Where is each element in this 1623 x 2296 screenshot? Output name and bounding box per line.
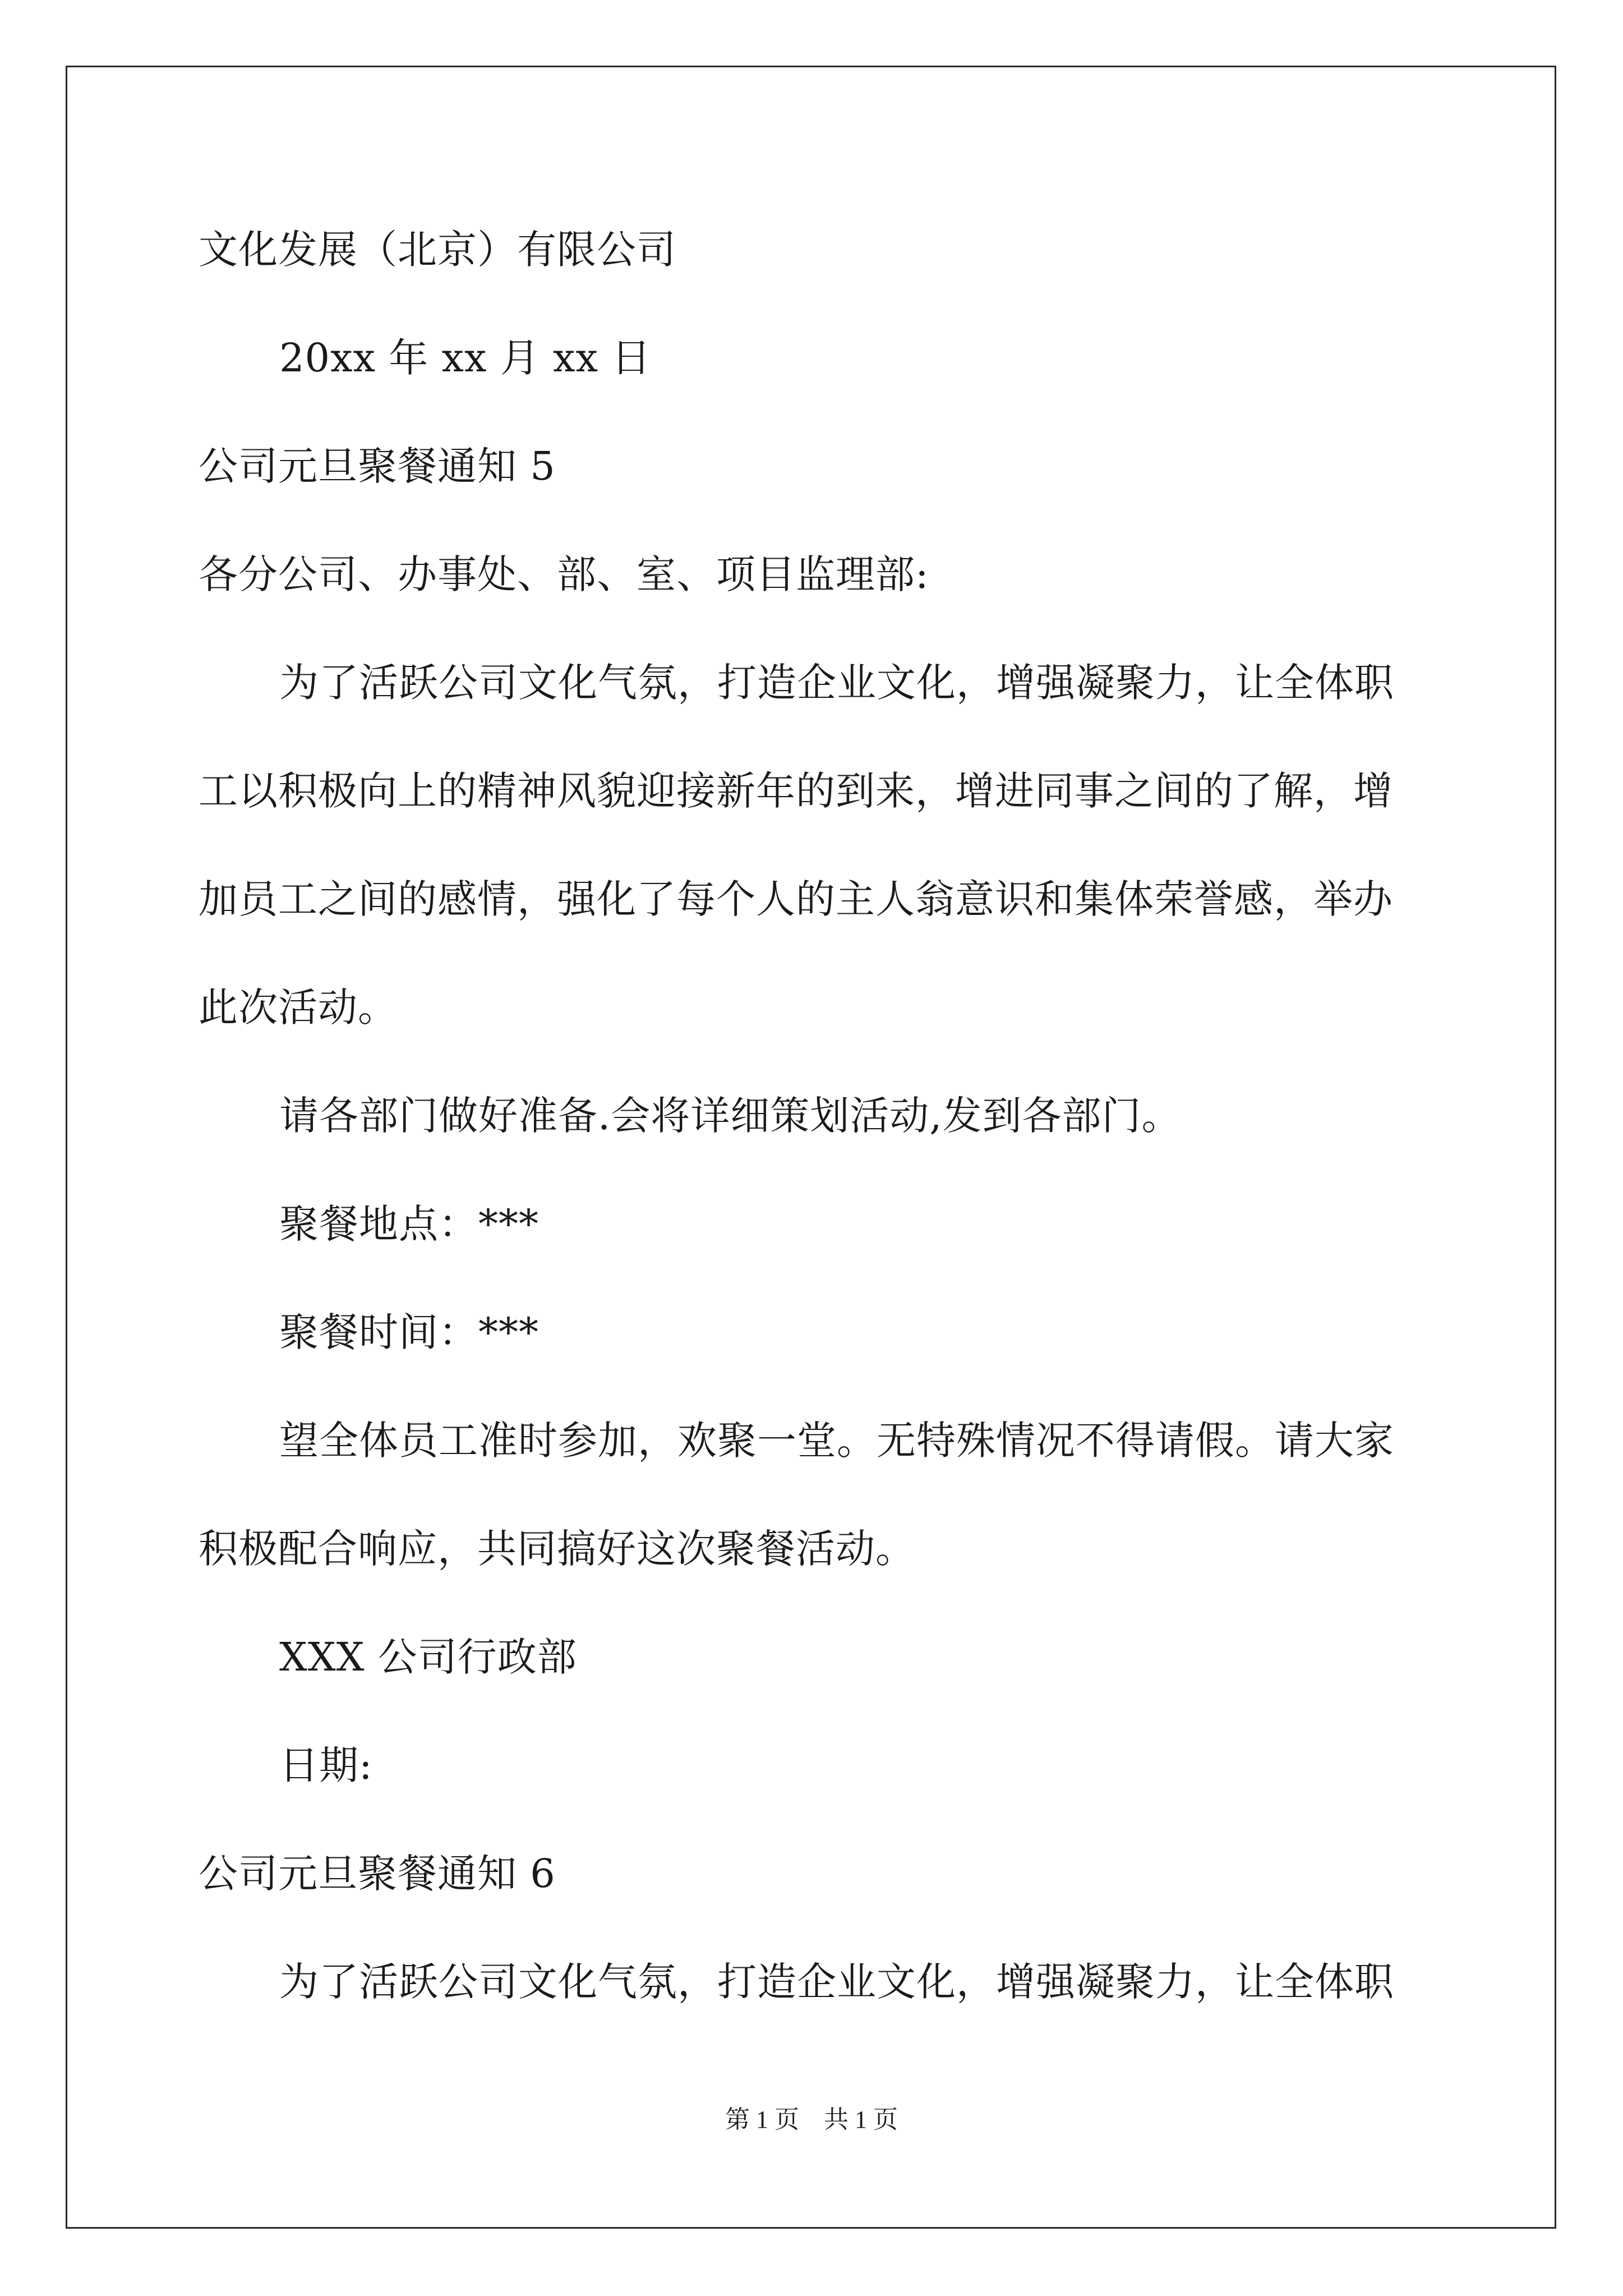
paragraph-line: 望全体员工准时参加，欢聚一堂。无特殊情况不得请假。请大家 bbox=[279, 1418, 1394, 1464]
paragraph-line: 加员工之间的感情，强化了每个人的主人翁意识和集体荣誉感，举办 bbox=[199, 876, 1393, 922]
venue-line: 聚餐地点：*** bbox=[279, 1201, 539, 1247]
date-line: 20xx 年 xx 月 xx 日 bbox=[279, 335, 652, 381]
recipients: 各分公司、办事处、部、室、项目监理部: bbox=[199, 551, 929, 597]
paragraph-line: 为了活跃公司文化气氛，打造企业文化，增强凝聚力，让全体职 bbox=[279, 660, 1394, 706]
paragraph-line: 为了活跃公司文化气氛，打造企业文化，增强凝聚力，让全体职 bbox=[279, 1959, 1394, 2005]
preparation-line: 请各部门做好准备.会将详细策划活动,发到各部门。 bbox=[279, 1093, 1182, 1139]
paragraph-line: 积极配合响应，共同搞好这次聚餐活动。 bbox=[199, 1526, 915, 1572]
notice-title-6: 公司元旦聚餐通知 6 bbox=[199, 1851, 556, 1897]
company-name: 文化发展（北京）有限公司 bbox=[199, 227, 676, 273]
page-border bbox=[66, 66, 1556, 2229]
signature-date: 日期: bbox=[279, 1742, 373, 1788]
page-number-footer: 第 1 页 共 1 页 bbox=[725, 2106, 898, 2133]
paragraph-line: 此次活动。 bbox=[199, 984, 398, 1030]
time-line: 聚餐时间：*** bbox=[279, 1309, 539, 1355]
notice-title-5: 公司元旦聚餐通知 5 bbox=[199, 443, 556, 489]
signature-dept: XXX 公司行政部 bbox=[279, 1634, 577, 1680]
paragraph-line: 工以积极向上的精神风貌迎接新年的到来，增进同事之间的了解，增 bbox=[199, 768, 1393, 814]
